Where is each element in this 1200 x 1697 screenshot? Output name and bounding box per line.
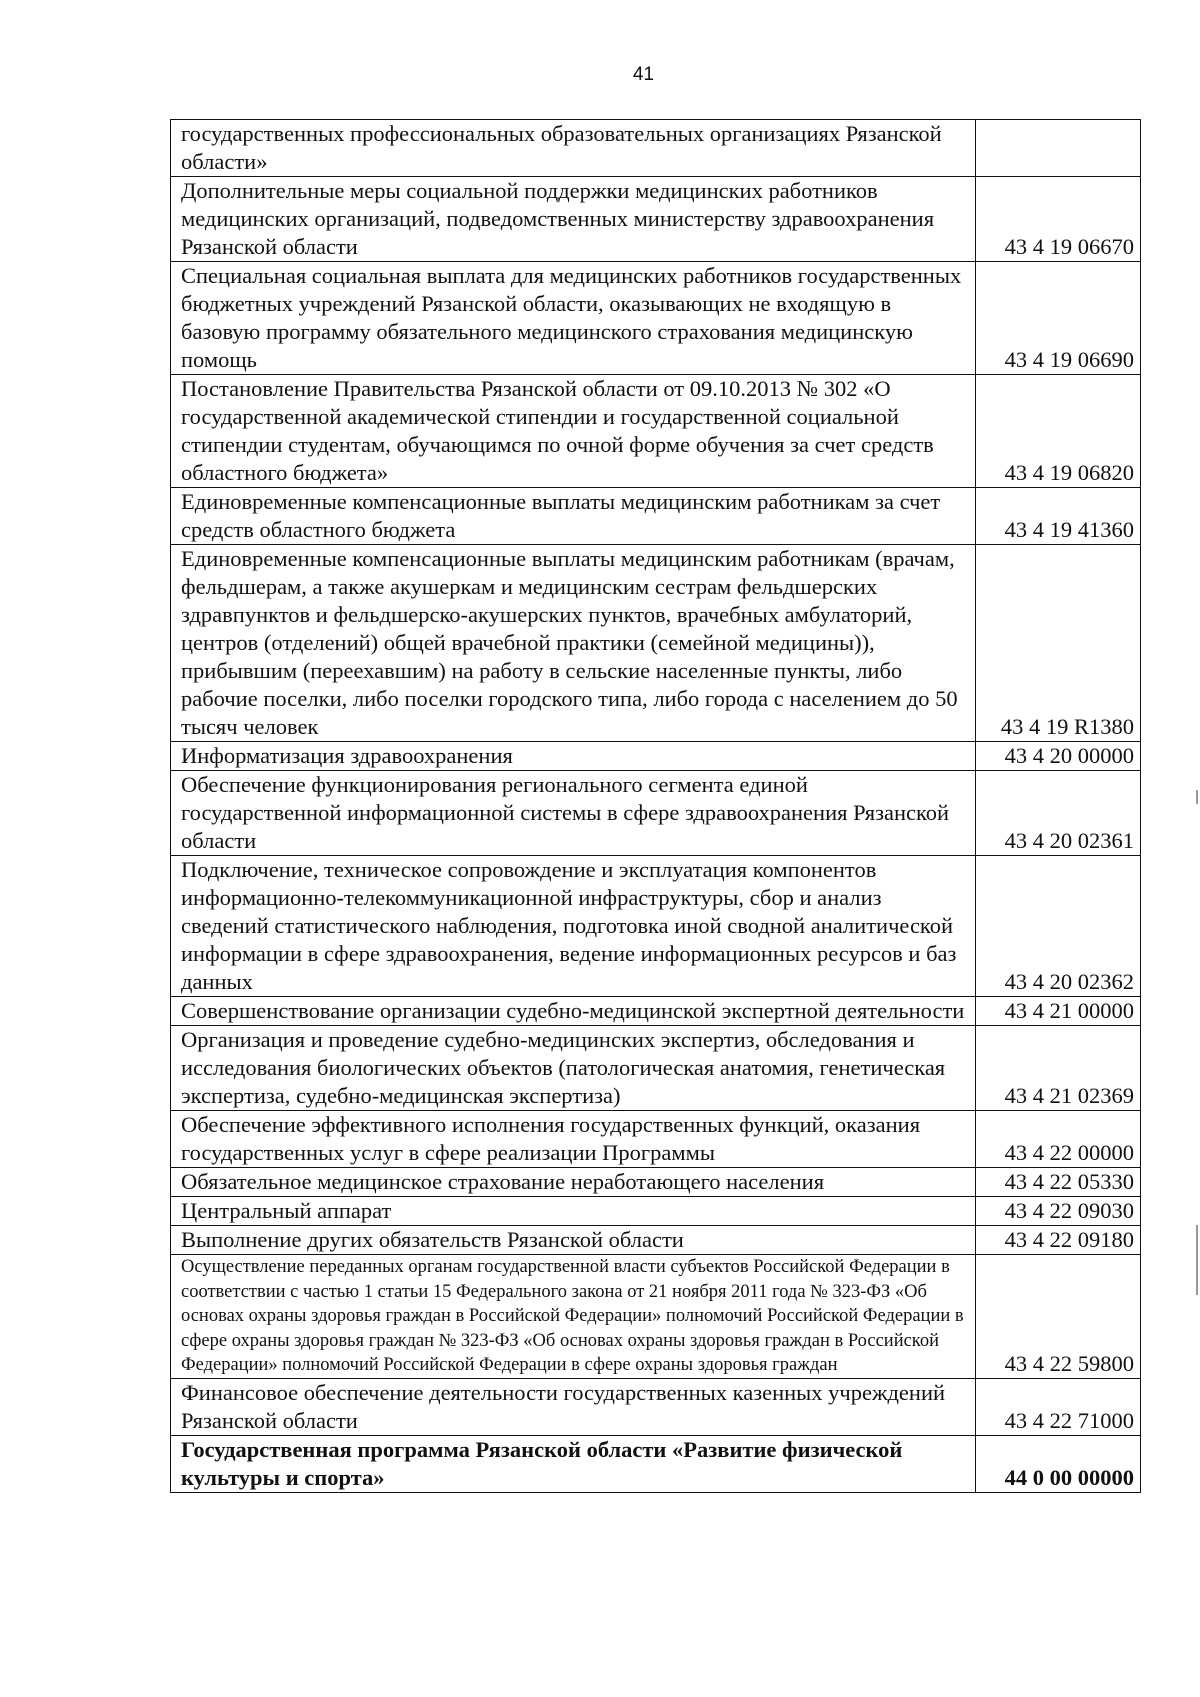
table-row — [171, 262, 1141, 375]
row-name: Специальная социальная выплата для медицинских работников государственных бюджетных учреждений Рязанской области, оказывающих не входящую в базовую программу обязательного медицинского страхования медицинскую помощь — [171, 262, 976, 375]
row-name: Финансовое обеспечение деятельности государственных казенных учреждений Рязанской области — [171, 1378, 976, 1435]
row-code: 43 4 22 00000 — [976, 1111, 1141, 1168]
row-code: 43 4 19 06820 — [976, 375, 1141, 488]
table-row — [171, 1026, 1141, 1111]
scan-edge-mark — [1196, 1225, 1198, 1295]
row-name: государственных профессиональных образовательных организациях Рязанской области» — [171, 120, 976, 177]
row-code: 43 4 19 R1380 — [976, 545, 1141, 742]
row-code: 43 4 22 71000 — [976, 1378, 1141, 1435]
row-code: 43 4 19 06690 — [976, 262, 1141, 375]
row-name: Обеспечение функционирования регионального сегмента единой государственной информационной системы в сфере здравоохранения Рязанской области — [171, 771, 976, 856]
row-code: 43 4 20 02362 — [976, 856, 1141, 997]
table-row — [171, 375, 1141, 488]
table-row — [171, 1378, 1141, 1435]
table-row — [171, 997, 1141, 1026]
table-row — [171, 1255, 1141, 1379]
table-row — [171, 1197, 1141, 1226]
row-code: 44 0 00 00000 — [976, 1435, 1141, 1492]
row-name: Обеспечение эффективного исполнения государственных функций, оказания государственных услуг в сфере реализации Программы — [171, 1111, 976, 1168]
row-code: 43 4 22 59800 — [976, 1255, 1141, 1379]
row-name: Организация и проведение судебно-медицинских экспертиз, обследования и исследования биологических объектов (патологическая анатомия, генетическая экспертиза, судебно-медицинская экспертиза) — [171, 1026, 976, 1111]
table-row — [171, 742, 1141, 771]
row-code: 43 4 19 06670 — [976, 177, 1141, 262]
page-number: 41 — [632, 64, 655, 85]
row-code — [976, 120, 1141, 177]
row-name: Центральный аппарат — [171, 1197, 976, 1226]
row-code: 43 4 20 02361 — [976, 771, 1141, 856]
row-code: 43 4 22 09180 — [976, 1226, 1141, 1255]
row-name: Единовременные компенсационные выплаты медицинским работникам за счет средств областного бюджета — [171, 488, 976, 545]
row-name: Единовременные компенсационные выплаты медицинским работникам (врачам, фельдшерам, а также акушеркам и медицинским сестрам фельдшерских здравпунктов и фельдшерско-акушерских пунктов, врачебных амбулаторий, центров (отделений) общей врачебной практики (семейной медицины)), прибывшим (переехавшим) на работу в сельские населенные пункты, либо рабочие поселки, либо поселки городского типа, либо города с населением до 50 тысяч человек — [171, 545, 976, 742]
row-name: Государственная программа Рязанской области «Развитие физической культуры и спорта» — [171, 1435, 976, 1492]
table-row-program-total — [171, 1435, 1141, 1492]
row-code: 43 4 22 05330 — [976, 1168, 1141, 1197]
table-row — [171, 771, 1141, 856]
row-name: Выполнение других обязательств Рязанской области — [171, 1226, 976, 1255]
table-row — [171, 545, 1141, 742]
row-code: 43 4 19 41360 — [976, 488, 1141, 545]
row-name: Обязательное медицинское страхование неработающего населения — [171, 1168, 976, 1197]
row-name: Постановление Правительства Рязанской области от 09.10.2013 № 302 «О государственной академической стипендии и государственной социальной стипендии студентам, обучающимся по очной форме обучения за счет средств областного бюджета» — [171, 375, 976, 488]
row-name: Совершенствование организации судебно-медицинской экспертной деятельности — [171, 997, 976, 1026]
table-row — [171, 177, 1141, 262]
row-name: Подключение, техническое сопровождение и эксплуатация компонентов информационно-телекоммуникационной инфраструктуры, сбор и анализ сведений статистического наблюдения, подготовка иной сводной аналитической информации в сфере здравоохранения, ведение информационных ресурсов и баз данных — [171, 856, 976, 997]
row-code: 43 4 21 02369 — [976, 1026, 1141, 1111]
budget-classification-table — [170, 119, 1141, 1493]
row-code: 43 4 22 09030 — [976, 1197, 1141, 1226]
table-row — [171, 488, 1141, 545]
table-row — [171, 1226, 1141, 1255]
row-name: Осуществление переданных органам государственной власти субъектов Российской Федерации в соответствии с частью 1 статьи 15 Федерального закона от 21 ноября 2011 года № 323-ФЗ «Об основах охраны здоровья граждан в Российской Федерации» полномочий Российской Федерации в сфере охраны здоровья граждан № 323-ФЗ «Об основах охраны здоровья граждан в Российской Федерации» полномочий Российской Федерации в сфере охраны здоровья граждан — [171, 1255, 976, 1379]
table-row — [171, 1111, 1141, 1168]
scan-edge-mark — [1196, 790, 1198, 804]
row-code: 43 4 21 00000 — [976, 997, 1141, 1026]
table-row — [171, 856, 1141, 997]
row-code: 43 4 20 00000 — [976, 742, 1141, 771]
row-name: Дополнительные меры социальной поддержки медицинских работников медицинских организаций, подведомственных министерству здравоохранения Рязанской области — [171, 177, 976, 262]
table-row — [171, 120, 1141, 177]
row-name: Информатизация здравоохранения — [171, 742, 976, 771]
table-row — [171, 1168, 1141, 1197]
